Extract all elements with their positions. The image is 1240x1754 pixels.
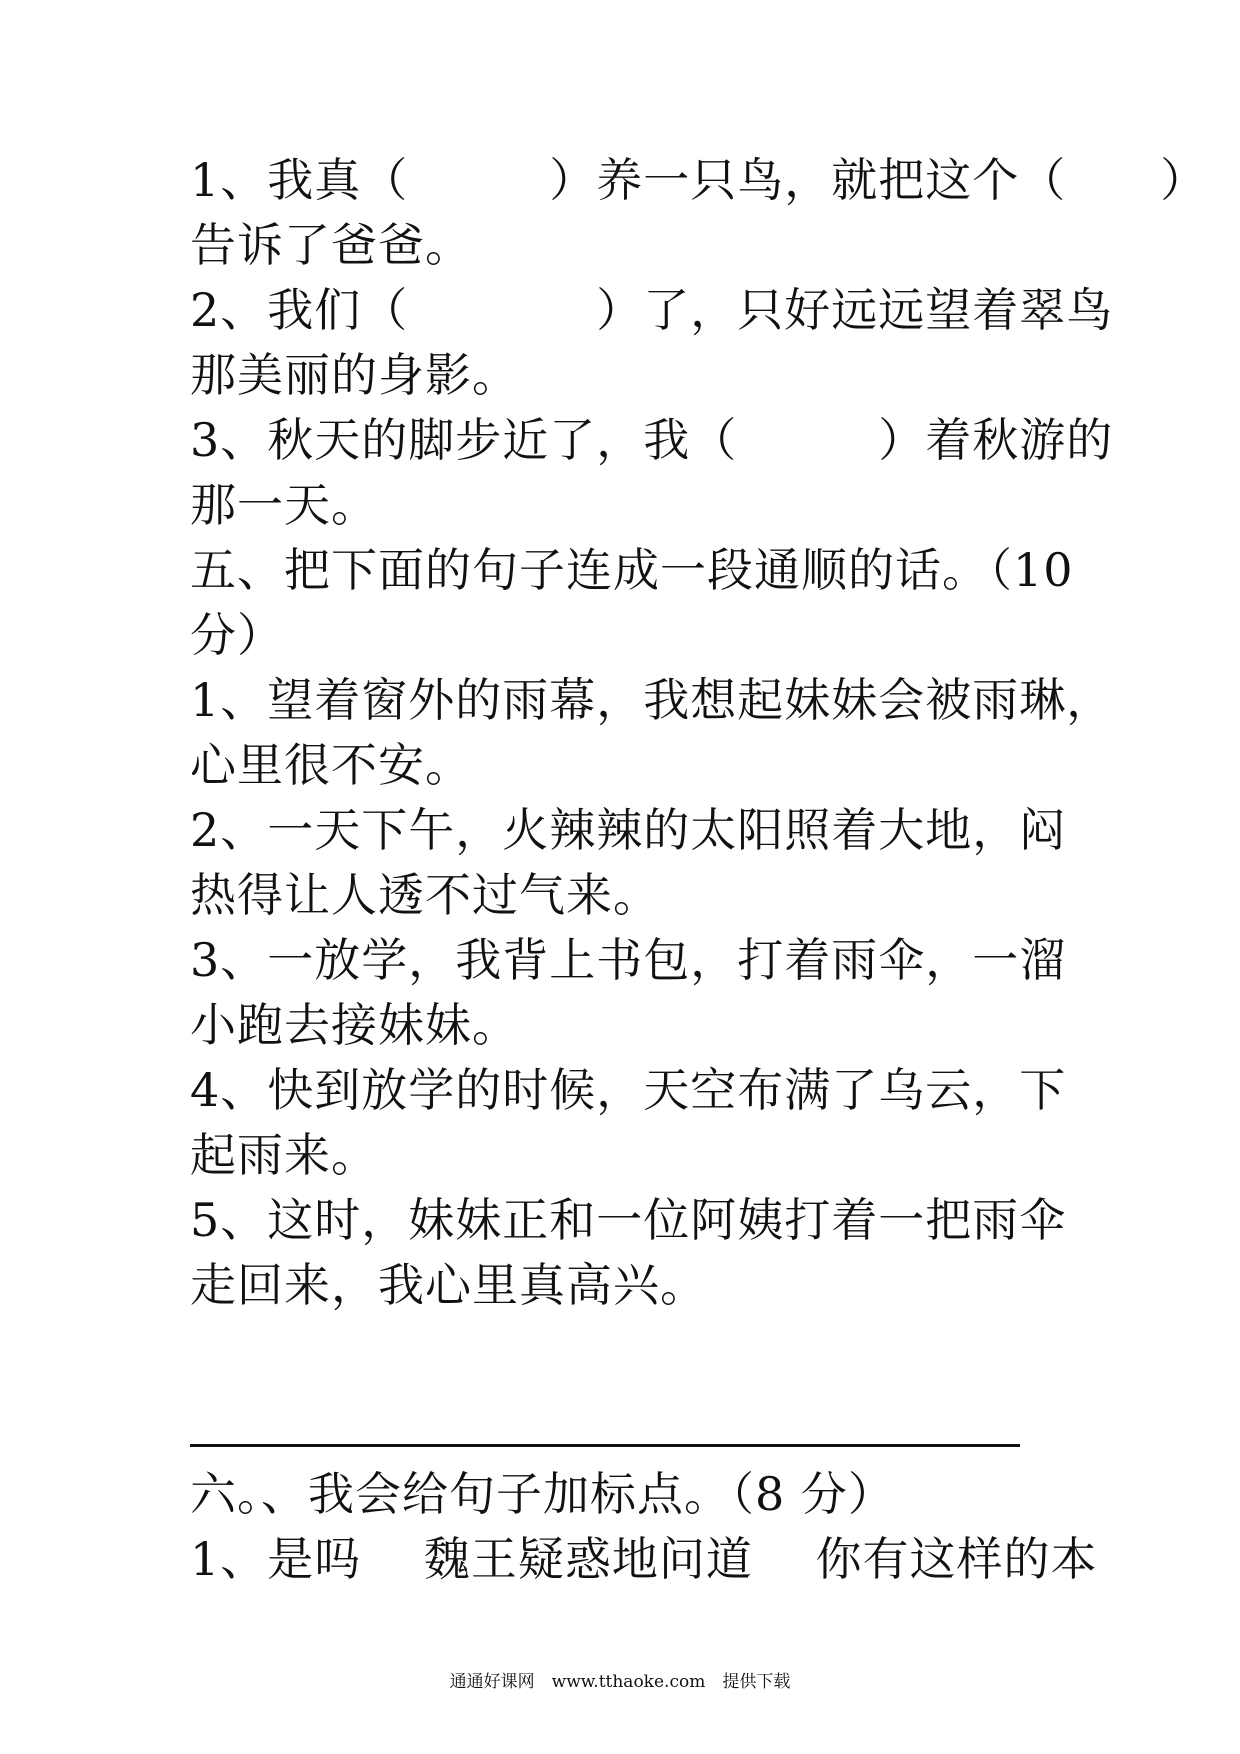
- sentence-3-line-2: 小跑去接妹妹。: [190, 998, 519, 1052]
- sentence-4-line-2: 起雨来。: [190, 1128, 378, 1182]
- sentence-1-line-2: 心里很不安。: [190, 738, 472, 792]
- sentence-4-line-1: 4、快到放学的时候，天空布满了乌云，下: [190, 1063, 1067, 1117]
- fill-blank-item-2-line-2: 那美丽的身影。: [190, 348, 519, 402]
- sentence-5-line-2: 走回来，我心里真高兴。: [190, 1258, 707, 1312]
- fill-blank-item-1-line-2: 告诉了爸爸。: [190, 218, 472, 272]
- section5-heading-line-1: 五、把下面的句子连成一段通顺的话。（10: [190, 543, 1074, 597]
- fill-blank-item-2-line-1: 2、我们（ ）了，只好远远望着翠鸟: [190, 283, 1114, 337]
- worksheet-body: [190, 148, 1208, 1318]
- section5-heading-line-2: 分）: [190, 608, 284, 662]
- page-footer: 通通好课网 www.tthaoke.com 提供下载: [449, 1672, 791, 1692]
- sentence-3-line-1: 3、一放学，我背上书包，打着雨伞，一溜: [190, 933, 1067, 987]
- sentence-2-line-1: 2、一天下午，火辣辣的太阳照着大地，闷: [190, 803, 1067, 857]
- fill-blank-item-3-line-1: 3、秋天的脚步近了，我（ ）着秋游的: [190, 413, 1114, 467]
- section6-heading: 六。、我会给句子加标点。（8 分）: [190, 1467, 895, 1521]
- sentence-1-line-1: 1、望着窗外的雨幕，我想起妹妹会被雨琳，: [190, 673, 1114, 727]
- answer-writing-line: [190, 1444, 1020, 1447]
- section6-block: [190, 1462, 1098, 1592]
- fill-blank-item-3-line-2: 那一天。: [190, 478, 378, 532]
- fill-blank-item-1-line-1: 1、我真（ ）养一只鸟，就把这个（ ）: [190, 153, 1208, 207]
- sentence-5-line-1: 5、这时，妹妹正和一位阿姨打着一把雨伞: [190, 1193, 1067, 1247]
- sentence-2-line-2: 热得让人透不过气来。: [190, 868, 660, 922]
- punctuation-item-1: 1、是吗 魏王疑惑地问道 你有这样的本: [190, 1532, 1098, 1586]
